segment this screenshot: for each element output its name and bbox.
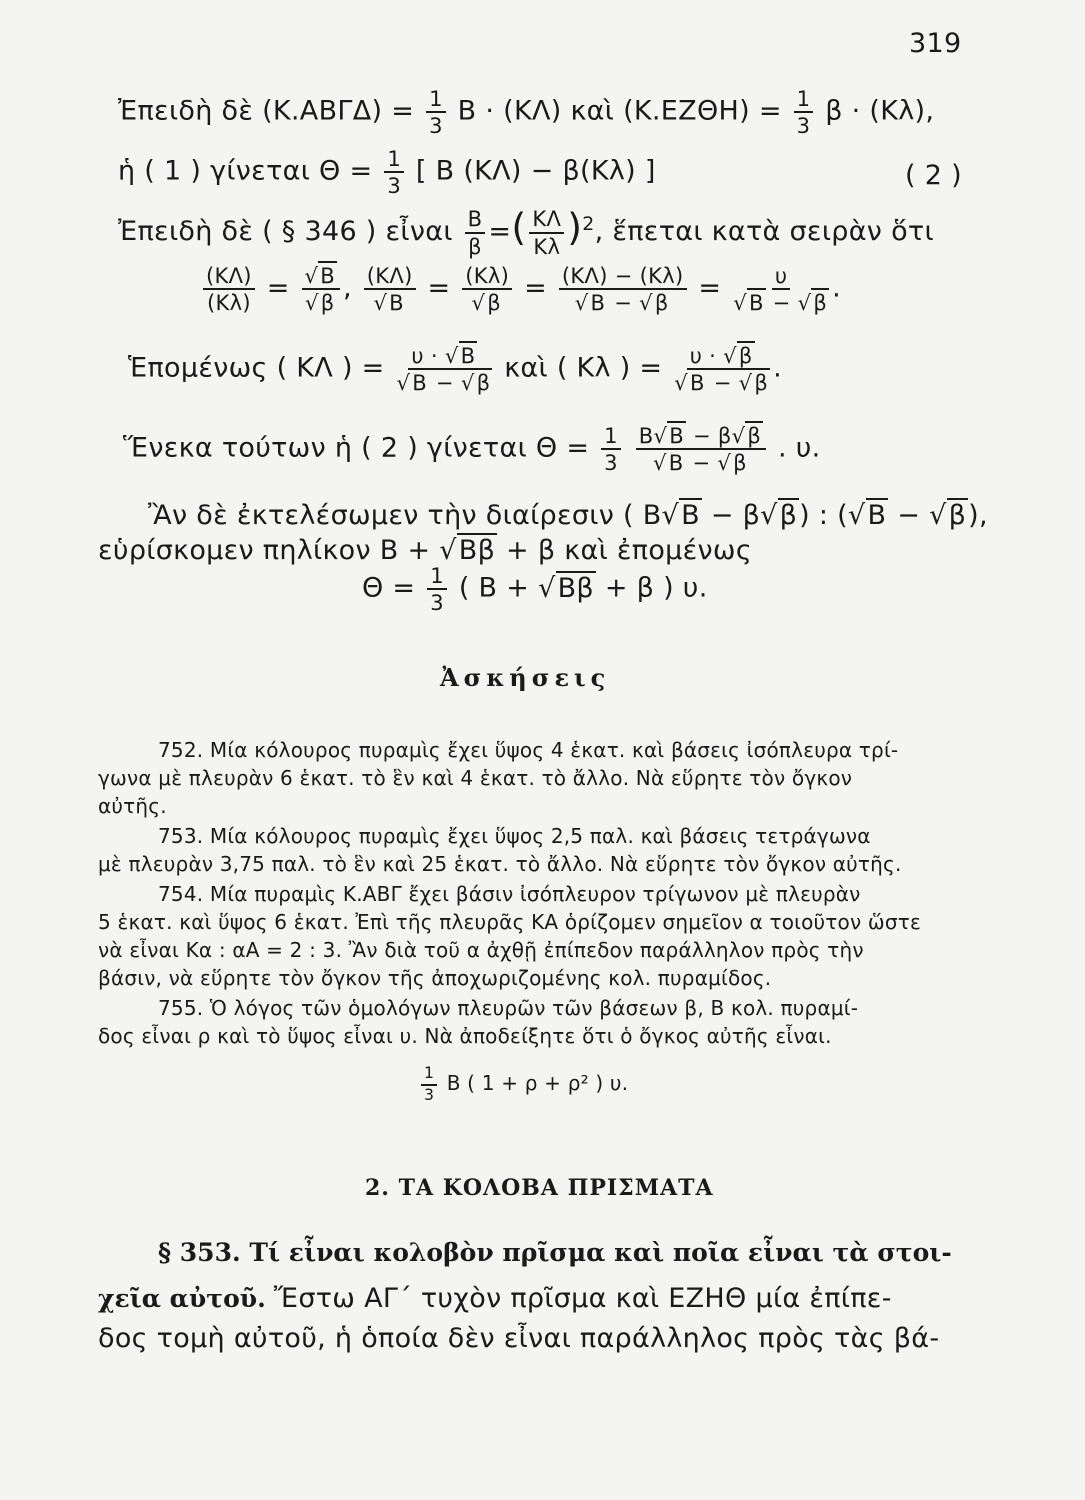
- exercise-753-line-2: μὲ πλευρὰν 3,75 παλ. τὸ ἓν καὶ 25 ἑκατ. τὸ ἄλλο. Νὰ εὕρητε τὸν ὄγκον αὐτῆς.: [98, 852, 902, 876]
- text-line-7: Ἂν δὲ ἐκτελέσωμεν τὴν διαίρεσιν ( Β√ Β − β√ β) : (√ Β − √ β),: [148, 500, 988, 531]
- exercise-755-line-1: 755. Ὁ λόγος τῶν ὁμολόγων πλευρῶν τῶν βάσεων β, Β κολ. πυραμί-: [158, 996, 859, 1020]
- exercise-752-line-2: γωνα μὲ πλευρὰν 6 ἑκατ. τὸ ἓν καὶ 4 ἑκατ. τὸ ἄλλο. Νὰ εὕρητε τὸν ὄγκον: [98, 766, 853, 790]
- exercise-755-line-2: δος εἶναι ρ καὶ τὸ ὕψος εἶναι υ. Νὰ ἀποδείξητε ὅτι ὁ ὄγκος αὐτῆς εἶναι.: [98, 1024, 832, 1048]
- equation-line-6: Ἕνεκα τούτων ἡ ( 2 ) γίνεται Θ = $\frac{1}{3}$ Β√ Β − β√ β √ Β − √ β . υ.: [123, 425, 821, 473]
- equation-line-5: Ἑπομένως ( ΚΛ ) = υ · √ Β √ Β − √ β καὶ ( Κλ ) = υ · √ β √ Β − √ β .: [128, 345, 782, 393]
- text-line-8: εὑρίσκομεν πηλίκον Β + √ Ββ + β καὶ ἐπομένως: [98, 535, 752, 566]
- exercise-753-line-1: 753. Μία κόλουρος πυραμὶς ἔχει ὕψος 2,5 παλ. καὶ βάσεις τετράγωνα: [158, 824, 871, 848]
- paragraph-line-3: δος τομὴ αὐτοῦ, ἡ ὁποία δὲν εἶναι παράλληλος πρὸς τὰς βά-: [98, 1323, 940, 1354]
- section-heading: Ἀσκήσεις: [440, 663, 611, 692]
- exercise-752-line-1: 752. Μία κόλουρος πυραμὶς ἔχει ὕψος 4 ἑκατ. καὶ βάσεις ἰσόπλευρα τρί-: [158, 738, 899, 762]
- equation-line-2: ἡ ( 1 ) γίνεται Θ = $\frac{1}{3}$ [ Β (ΚΛ) − β(Κλ) ]: [118, 146, 656, 199]
- equation-number-2: ( 2 ): [905, 160, 962, 191]
- chapter-title: 2. ΤΑ ΚΟΛΟΒΑ ΠΡΙΣΜΑΤΑ: [365, 1175, 714, 1201]
- equation-line-4: $\frac{(K\Lambda)}{(K\lambda)}$ = √ Β √ β , (ΚΛ) √ Β = (Κλ) √ β = (ΚΛ) − (Κλ) √ Β − √ β = υ √ Β − √ β .: [200, 265, 841, 313]
- equation-line-9: Θ = $\frac{1}{3}$ ( Β + √ Ββ + β ) υ.: [362, 565, 708, 613]
- paragraph-line-2: χεῖα αὐτοῦ. Ἔστω ΑΓ΄ τυχὸν πρῖσμα καὶ ΕΖΗΘ μία ἐπίπε-: [98, 1283, 892, 1314]
- exercise-754-line-1: 754. Μία πυραμὶς Κ.ΑΒΓ ἔχει βάσιν ἰσόπλευρον τρίγωνον μὲ πλευρὰν: [158, 882, 861, 906]
- equation-line-1: Ἐπειδὴ δὲ (Κ.ΑΒΓΔ) = $\frac{1}{3}$ Β · (ΚΛ) καὶ (Κ.ΕΖΘΗ) = $\frac{1}{3}$ β · (Κλ),: [118, 86, 935, 139]
- exercise-754-line-4: βάσιν, νὰ εὕρητε τὸν ὄγκον τῆς ἀποχωριζομένης κολ. πυραμίδος.: [98, 966, 772, 990]
- exercise-754-line-3: νὰ εἶναι Κα : αΑ = 2 : 3. Ἂν διὰ τοῦ α ἀχθῇ ἐπίπεδον παράλληλον πρὸς τὴν: [98, 938, 864, 962]
- page-number: 319: [909, 28, 962, 59]
- fraction-one-third: $\frac{1}{3}$: [426, 88, 446, 136]
- exercise-752-line-3: αὐτῆς.: [98, 794, 167, 818]
- exercise-755-formula: $\frac{1}{3}$ Β ( 1 + ρ + ρ² ) υ.: [418, 1066, 628, 1103]
- equation-line-3: Ἐπειδὴ δὲ ( § 346 ) εἶναι $\frac{B}{\beta}$ =( $\frac{K\Lambda}{K\lambda}$ )$^2$, ἕπεται κατὰ σειρὰν ὅτι: [118, 205, 934, 259]
- fraction-one-third: $\frac{1}{3}$: [794, 88, 814, 136]
- paragraph-line-1: § 353. Τί εἶναι κολοβὸν πρῖσμα καὶ ποῖα εἶναι τὰ στοι-: [158, 1238, 952, 1267]
- exercise-754-line-2: 5 ἑκατ. καὶ ὕψος 6 ἑκατ. Ἐπὶ τῆς πλευρᾶς ΚΑ ὁρίζομεν σημεῖον α τοιοῦτον ὥστε: [98, 910, 921, 934]
